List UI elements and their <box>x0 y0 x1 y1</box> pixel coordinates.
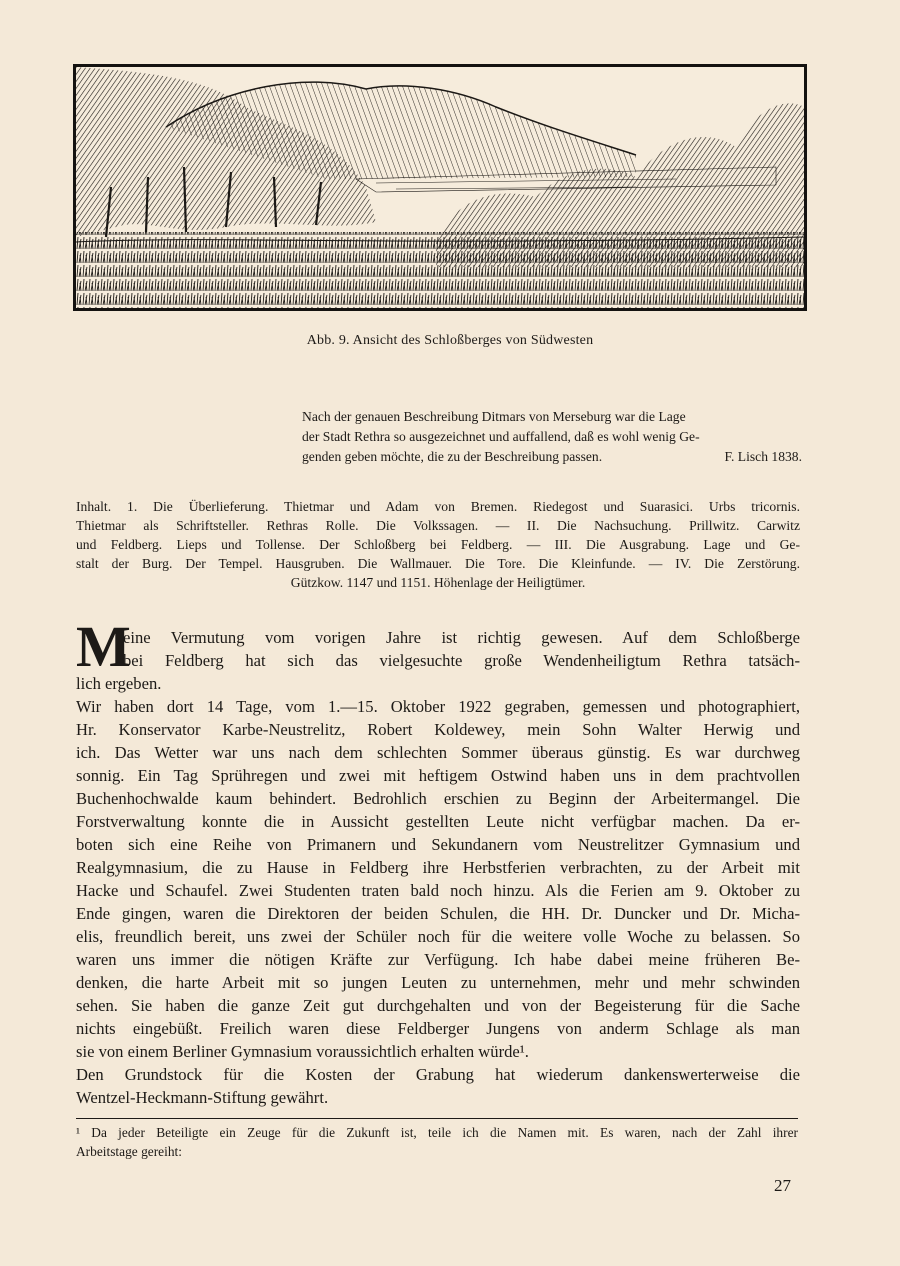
footnote <box>76 1123 798 1161</box>
body-line: sehen. Sie haben die ganze Zeit gut durchgehalten und von der Begeisterung für die Sache <box>76 996 800 1015</box>
body-line: Forstverwaltung konnte die in Aussicht gestellten Leute nicht verfügbar machen. Da er- <box>76 812 800 831</box>
landscape-illustration <box>73 64 807 311</box>
summary-line: und Feldberg. Lieps und Tollense. Der Schloßberg bei Feldberg. — III. Die Ausgrabung. Lage und Ge- <box>76 537 800 552</box>
drop-cap: M <box>76 614 131 679</box>
footnote-line: Arbeitstage gereiht: <box>76 1144 182 1159</box>
figure-caption: Abb. 9. Ansicht des Schloßberges von Südwesten <box>306 333 594 348</box>
body-line: bei Feldberg hat sich das vielgesuchte große Wendenheiligtum Rethra tatsäch- <box>123 651 800 670</box>
epigraph-last-line <box>302 447 802 467</box>
epigraph <box>302 407 802 467</box>
body-line: ich. Das Wetter war uns nach dem schlechten Sommer überaus günstig. Es war durchweg <box>76 743 800 762</box>
contents-summary <box>76 497 800 592</box>
body-line: Den Grundstock für die Kosten der Grabung hat wiederum dankenswerterweise die <box>76 1065 800 1084</box>
body-line: lich ergeben. <box>76 674 162 693</box>
footnote-divider <box>76 1118 798 1119</box>
body-line: nichts eingebüßt. Freilich waren diese Feldberger Jungens von anderm Schlage als man <box>76 1019 800 1038</box>
body-line: waren uns immer die nötigen Kräfte zur Verfügung. Ich habe dabei meine früheren Be- <box>76 950 800 969</box>
body-line: elis, freundlich bereit, uns zwei der Schüler noch für die weitere volle Woche zu belassen. So <box>76 927 800 946</box>
epigraph-line: Nach der genauen Beschreibung Ditmars von Merseburg war die Lage <box>302 409 686 424</box>
summary-line: Inhalt. 1. Die Überlieferung. Thietmar und Adam von Bremen. Riedegost und Suarasici. Urbs tricornis. <box>76 499 800 514</box>
body-line: sie von einem Berliner Gymnasium voraussichtlich erhalten würde¹. <box>76 1042 529 1061</box>
body-line: Wir haben dort 14 Tage, vom 1.—15. Oktober 1922 gegraben, gemessen und photographiert, <box>76 697 800 716</box>
summary-line: stalt der Burg. Der Tempel. Hausgruben. Die Wallmauer. Die Tore. Die Kleinfunde. — IV. Die Zerstörung. <box>76 556 800 571</box>
body-line: Ende gingen, waren die Direktoren der beiden Schulen, die HH. Dr. Duncker und Dr. Micha- <box>76 904 800 923</box>
body-text <box>76 614 800 1109</box>
summary-line: Gützkow. 1147 und 1151. Höhenlage der Heiligtümer. <box>290 575 586 590</box>
body-line: boten sich eine Reihe von Primanern und Sekundanern vom Neustrelitzer Gymnasium und <box>76 835 800 854</box>
body-line: Wentzel-Heckmann-Stiftung gewährt. <box>76 1088 329 1107</box>
body-line: sonnig. Ein Tag Sprühregen und zwei mit heftigem Ostwind haben uns in dem prachtvollen <box>76 766 800 785</box>
body-line: Realgymnasium, die zu Hause in Feldberg ihre Herbstferien verbrachten, zu der Arbeit mit <box>76 858 800 877</box>
epigraph-line: genden geben möchte, die zu der Beschreibung passen. <box>302 449 603 464</box>
body-line: eine Vermutung vom vorigen Jahre ist richtig gewesen. Auf dem Schloßberge <box>123 628 800 647</box>
summary-line: Thietmar als Schriftsteller. Rethras Rolle. Die Volkssagen. — II. Die Nachsuchung. Prillwitz. Carwitz <box>76 518 800 533</box>
body-line: denken, die harte Arbeit mit so jungen Leuten zu unternehmen, mehr und mehr schwinden <box>76 973 800 992</box>
epigraph-line: der Stadt Rethra so ausgezeichnet und auffallend, daß es wohl wenig Ge- <box>302 429 700 444</box>
page-number: 27 <box>774 1176 791 1195</box>
body-line: Hr. Konservator Karbe-Neustrelitz, Robert Koldewey, mein Sohn Walter Herwig und <box>76 720 800 739</box>
engraving-image <box>76 67 804 308</box>
body-line: Hacke und Schaufel. Zwei Studenten traten bald noch hinzu. Als die Ferien am 9. Oktober zu <box>76 881 800 900</box>
footnote-line: ¹ Da jeder Beteiligte ein Zeuge für die Zukunft ist, teile ich die Namen mit. Es waren, nach der Zahl ihrer <box>76 1125 798 1140</box>
body-line: Buchenhochwalde kaum behindert. Bedrohlich erschien zu Beginn der Arbeitermangel. Die <box>76 789 800 808</box>
epigraph-author: F. Lisch 1838. <box>724 449 802 464</box>
